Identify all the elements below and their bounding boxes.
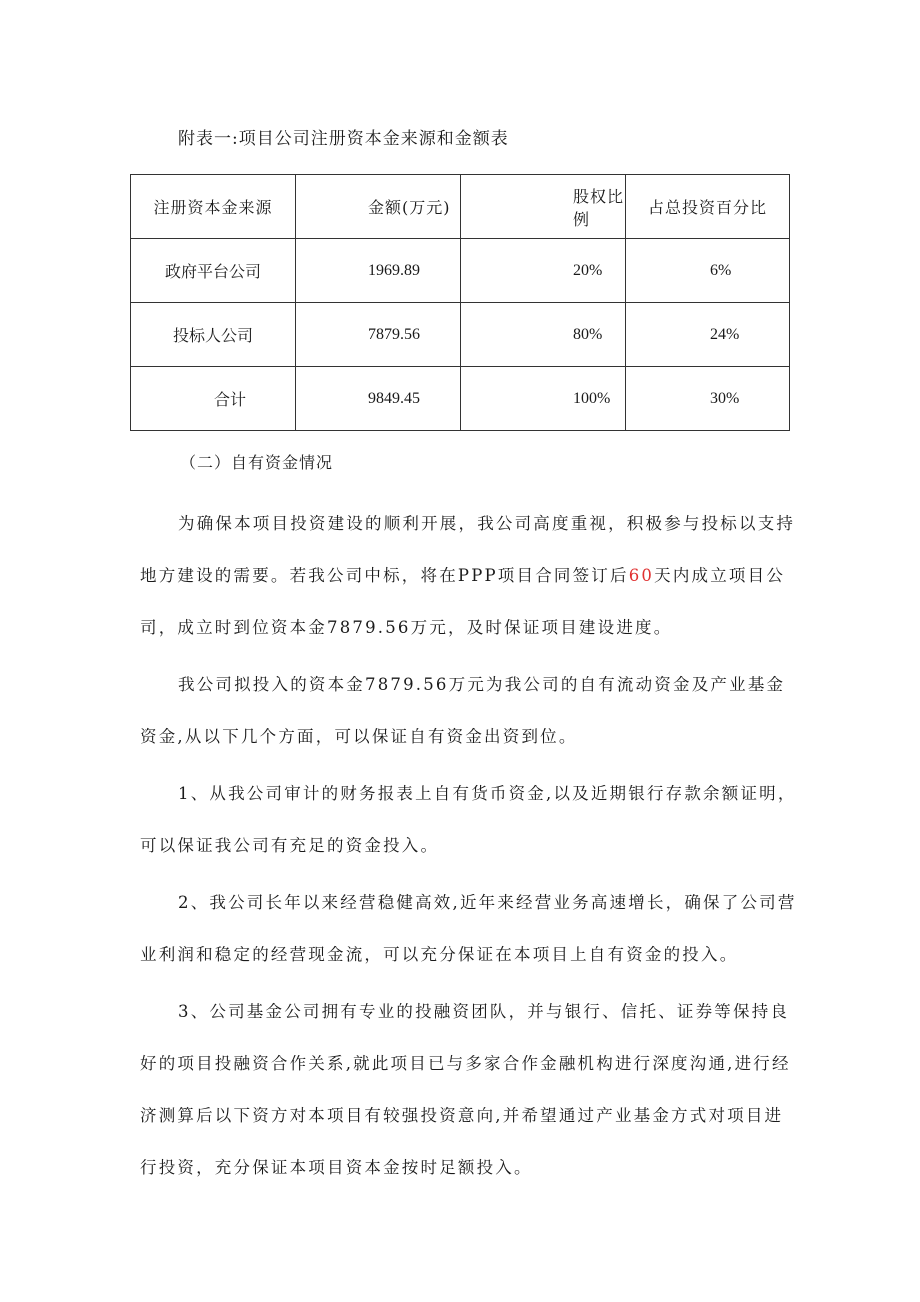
cell-source: 政府平台公司	[131, 239, 296, 303]
section-heading: （二）自有资金情况	[180, 453, 334, 472]
cell-investment-percent: 24%	[626, 303, 790, 367]
table-row	[131, 303, 790, 367]
header-investment-percent: 占总投资百分比	[626, 175, 790, 239]
cell-source: 投标人公司	[131, 303, 296, 367]
table-row-total	[131, 367, 790, 431]
cell-equity-ratio: 20%	[461, 239, 626, 303]
cell-equity-ratio: 80%	[461, 303, 626, 367]
paragraph-1	[140, 498, 800, 654]
cell-investment-percent: 6%	[626, 239, 790, 303]
paragraph-3: 1、从我公司审计的财务报表上自有货币资金,以及近期银行存款余额证明，可以保证我公司有充足的资金投入。	[140, 784, 797, 855]
capital-source-table	[130, 174, 790, 431]
paragraph-5: 3、公司基金公司拥有专业的投融资团队，并与银行、信托、证券等保持良好的项目投融资合作关系,就此项目已与多家合作金融机构进行深度沟通,进行经济测算后以下资方对本项目有较强投资意向,并希望通过产业基金方式对项目进行投资，充分保证本项目资本金按时足额投入。	[140, 1002, 791, 1177]
table-header-row	[131, 175, 790, 239]
cell-equity-ratio: 100%	[461, 367, 626, 431]
paragraph-2: 我公司拟投入的资本金7879.56万元为我公司的自有流动资金及产业基金资金,从以下几个方面，可以保证自有资金出资到位。	[140, 675, 786, 746]
cell-source: 合计	[131, 367, 296, 431]
paragraph-1-part-a: 为确保本项目投资建设的顺利开展，我公司高度重视，积极参与投标以支持地方建设的需要。若我公司中标，将在PPP项目合同签订后	[140, 514, 796, 585]
table-caption: 附表一:项目公司注册资本金来源和金额表	[178, 129, 509, 149]
cell-amount: 7879.56	[296, 303, 461, 367]
header-equity-ratio: 股权比例	[461, 175, 626, 239]
table-row	[131, 239, 790, 303]
header-amount: 金额(万元)	[296, 175, 461, 239]
days-highlight: 60	[628, 566, 655, 585]
header-source: 注册资本金来源	[131, 175, 296, 239]
paragraph-1-part-b: 天内成立项目公司，成立时到位资本金7879.56万元，及时保证项目建设进度。	[140, 566, 786, 637]
cell-amount: 1969.89	[296, 239, 461, 303]
cell-investment-percent: 30%	[626, 367, 790, 431]
paragraph-4: 2、我公司长年以来经营稳健高效,近年来经营业务高速增长，确保了公司营业利润和稳定的经营现金流，可以充分保证在本项目上自有资金的投入。	[140, 893, 797, 964]
cell-amount: 9849.45	[296, 367, 461, 431]
